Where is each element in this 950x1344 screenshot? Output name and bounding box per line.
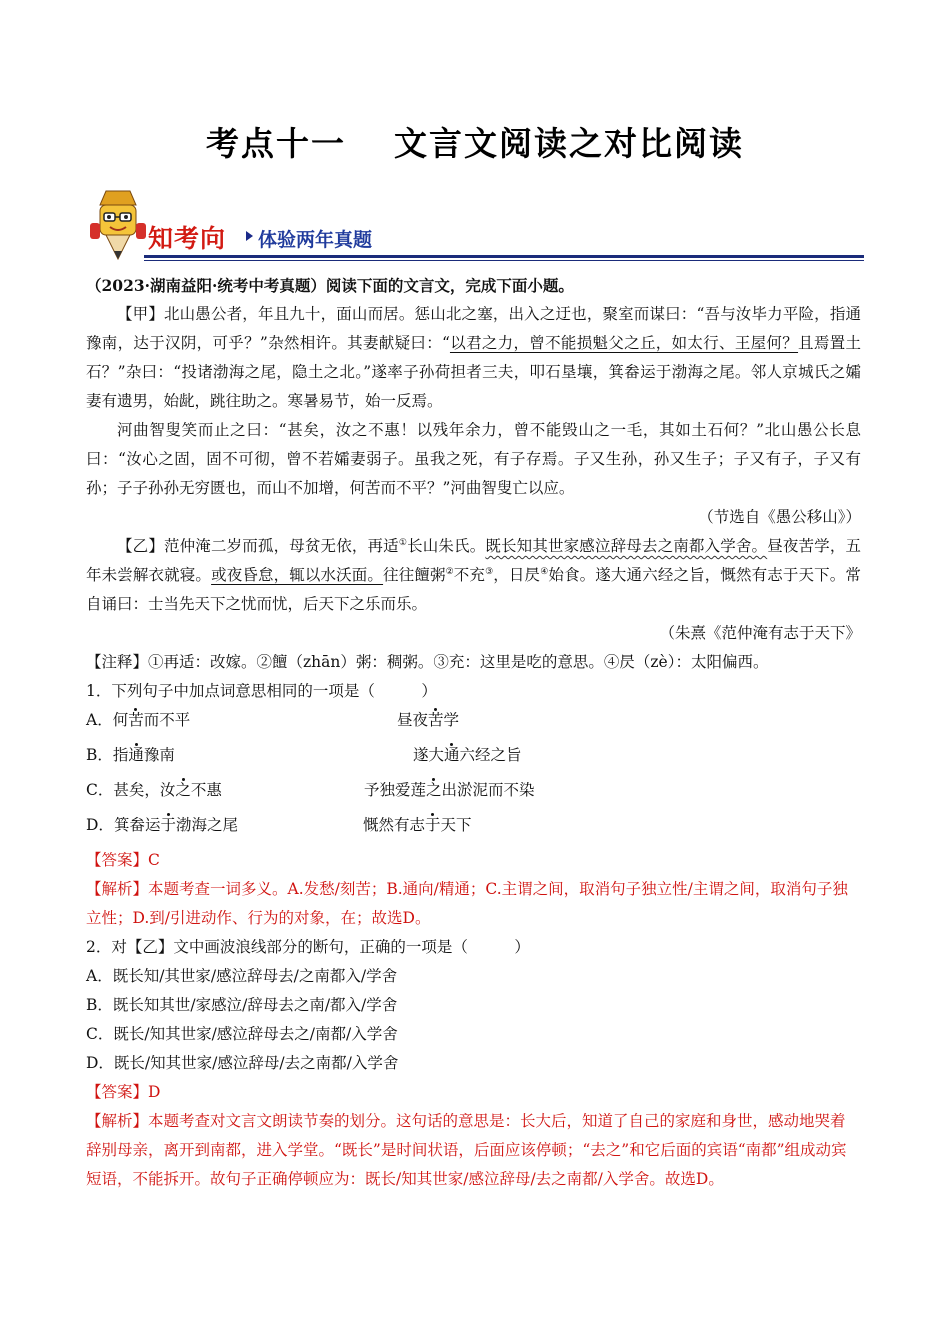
note-ref: ① — [398, 537, 408, 548]
title-part2: 文言文阅读之对比阅读 — [394, 124, 744, 163]
banner-rule-thin — [144, 260, 864, 261]
banner-subtitle: 体验两年真题 — [258, 229, 373, 251]
question-1-option-a: A．何苦而不平 昼夜苦学 — [86, 711, 460, 729]
note-ref: ④ — [540, 566, 549, 577]
underlined-sentence: 或夜昏怠，辄以水沃面。 — [211, 566, 384, 584]
question-1-stem: 1．下列句子中加点词意思相同的一项是（ ） — [86, 682, 437, 700]
passage-b-paragraph: 【乙】范仲淹二岁而孤，母贫无依，再适①长山朱氏。既长知其世家感泣辞母去之南都入学舍。昼夜苦学，五年未尝解衣就寝。或夜昏怠，辄以水沃面。往往饘粥②不充③，日昃④始食。遂大通六经之旨，慨然有志于天下。常自诵曰：士当先天下之忧而忧，后天下之乐而乐。 — [86, 537, 861, 613]
passage-a-paragraph-1: 【甲】北山愚公者，年且九十，面山而居。惩山北之塞，出入之迂也，聚室而谋曰：“吾与汝毕力平险，指通豫南，达于汉阴，可乎？”杂然相许。其妻献疑曰：“以君之力，曾不能损魁父之丘，如太行、王屋何？且焉置土石？”杂曰：“投诸渤海之尾，隐土之北。”遂率子孙荷担者三夫，叩石垦壤，箕畚运于渤海之尾。邻人京城氏之孀妻有遗男，始龀，跳往助之。寒暑易节，始一反焉。 — [86, 305, 861, 410]
passage-a-source: （节选自《愚公移山》） — [698, 508, 861, 526]
question-2-answer: 【答案】D — [86, 1083, 161, 1101]
question-2-option-c: C．既长/知其世家/感泣辞母去之/南都/入学舍 — [86, 1025, 398, 1043]
section-banner — [86, 183, 866, 263]
underlined-sentence: 以君之力，曾不能损魁父之丘，如太行、王屋何？ — [449, 334, 799, 352]
question-2-stem: 2．对【乙】文中画波浪线部分的断句，正确的一项是（ ） — [86, 938, 530, 956]
page-title — [0, 118, 950, 165]
passage-a-paragraph-2: 河曲智叟笑而止之曰：“甚矣，汝之不惠！以残年余力，曾不能毁山之一毛，其如土石何？”北山愚公长息曰：“汝心之固，固不可彻，曾不若孀妻弱子。虽我之死，有子存焉。子又生孙，孙又生子；子又有子，子又有孙；子子孙孙无穷匮也，而山不加增，何苦而不平？”河曲智叟亡以应。 — [86, 421, 861, 497]
content-body — [86, 271, 861, 1194]
banner-rule — [144, 255, 864, 258]
question-1-option-b: B．指通豫南 遂大通六经之旨 — [86, 746, 522, 764]
source-line: （2023·湖南益阳·统考中考真题）阅读下面的文言文，完成下面小题。 — [86, 276, 574, 295]
question-2-option-d: D．既长/知其世家/感泣辞母/去之南都/入学舍 — [86, 1054, 399, 1072]
question-2-option-b: B．既长知其世/家感泣/辞母去之南/都入/学舍 — [86, 996, 398, 1014]
wavy-underlined-sentence: 既长知其世家感泣辞母去之南都入学舍。 — [485, 537, 768, 555]
question-1-option-d: D．箕畚运于渤海之尾 慨然有志于天下 — [86, 816, 472, 834]
triangle-right-icon — [246, 231, 253, 241]
note-ref: ② — [445, 566, 454, 577]
annotation-notes: 【注释】①再适：改嫁。②饘（zhān）粥：稠粥。③充：这里是吃的意思。④昃（zè）：太阳偏西。 — [86, 653, 769, 671]
question-2-analysis: 【解析】本题考查对文言文朗读节奏的划分。这句话的意思是：长大后，知道了自己的家庭和身世，感动地哭着辞别母亲，离开到南都，进入学堂。“既长”是时间状语，后面应该停顿；“去之”和它后面的宾语“南都”组成动宾短语，不能拆开。故句子正确停顿应为：既长/知其世家/感泣辞母/去之南都/入学舍。故选D。 — [86, 1112, 847, 1188]
pencil-mascot-icon — [86, 183, 150, 263]
question-1-analysis: 【解析】本题考查一词多义。A.发愁/刻苦；B.通向/精通；C.主谓之间，取消句子独立性/主谓之间，取消句子独立性；D.到/引进动作、行为的对象，在；故选D。 — [86, 880, 848, 927]
question-2-option-a: A．既长知/其世家/感泣辞母去/之南都入/学舍 — [86, 967, 398, 985]
title-part1: 考点十一 — [206, 124, 346, 163]
question-1-answer: 【答案】C — [86, 851, 160, 869]
passage-b-source: （朱熹《范仲淹有志于天下》 — [659, 624, 861, 642]
question-2-options — [86, 962, 861, 1078]
banner-label: 知考向 — [148, 224, 227, 253]
question-1-option-c: C．甚矣，汝之不惠 予独爱莲之出淤泥而不染 — [86, 781, 535, 799]
note-ref: ③ — [485, 566, 494, 577]
